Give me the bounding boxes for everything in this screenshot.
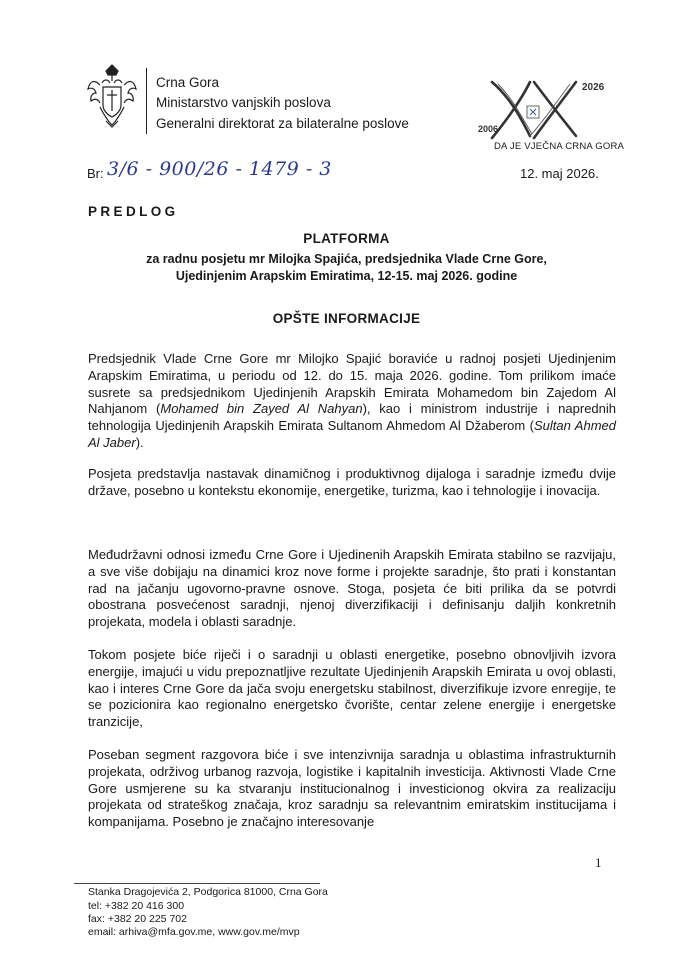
footer-tel: tel: +382 20 416 300 xyxy=(88,900,185,912)
logo-year-start: 2006 xyxy=(478,124,499,134)
document-date: 12. maj 2026. xyxy=(520,166,599,181)
document-title: PLATFORMA xyxy=(303,231,390,246)
reference-number-handwritten: 3/6 - 900/26 - 1479 - 3 xyxy=(107,158,332,180)
document-subtitle-line-2: Ujedinjenim Arapskim Emiratima, 12-15. maj 2026. godine xyxy=(175,269,518,283)
section-heading: OPŠTE INFORMACIJE xyxy=(272,311,421,326)
anniversary-logo-icon xyxy=(478,76,608,148)
page-number: 1 xyxy=(595,855,602,870)
org-directorate: Generalni direktorat za bilateralne poslove xyxy=(156,116,409,131)
footer-fax: fax: +382 20 225 702 xyxy=(88,913,187,925)
header-divider xyxy=(146,68,147,134)
reference-label: Br: xyxy=(87,166,104,181)
org-ministry: Ministarstvo vanjskih poslova xyxy=(156,95,331,110)
paragraph-1-italic-a: Mohamed bin Zayed Al Nahyan xyxy=(160,401,363,417)
paragraph-1 xyxy=(88,351,616,452)
footer-address: Stanka Dragojevića 2, Podgorica 81000, Crna Gora xyxy=(88,886,328,898)
paragraph-1-text-a: Predsjednik Vlade Crne Gore mr Milojko Spajić boraviće u radnoj posjeti Ujedinjenim Arapskim Emiratima, u periodu od 12. do 15. maja 2026. godine. Tom prilikom imaće susrete sa predsjednikom Ujedinjenih Arapskih Emirata Mohamedom bin Zajedom Al Nahjanom ( xyxy=(88,351,616,417)
document-type: PREDLOG xyxy=(88,204,179,219)
paragraph-1-italic-b: Sultan Ahmed Al Jaber xyxy=(88,418,616,450)
org-country: Crna Gora xyxy=(156,75,220,90)
paragraph-1-text-c: ). xyxy=(135,434,144,450)
paragraph-4: Tokom posjete biće riječi i o saradnji u oblasti energetike, posebno obnovljivih izvora energije, imajući u vidu prepoznatljive rezultate Ujedinjenih Arapskih Emirata u ovoj oblasti, kao i interes Crne Gore da jača svoju energetsku stabilnost, diverzifikuje izvore enregije, te se pozicionira kao regionalno energetsko čvorište, centar zelene energije i energetske tranzicije, xyxy=(88,647,616,730)
paragraph-5: Poseban segment razgovora biće i sve intenzivnija saradnja u oblastima infrastrukturnih projekata, održivog urbanog razvoja, logistike i kapitalnih investicija. Aktivnosti Vlade Crne Gore usmjerene su ka stvaranju institucionalnog i investicionog okvira za realizaciju projekata od strateškog značaja, kroz saradnju sa relevantnim emiratskim institucijama i kompanijama. Posebno je značajno interesovanje xyxy=(88,747,616,830)
paragraph-1-text-b: ), kao i ministrom industrije i naprednih tehnologija Ujedinjenih Arapskih Emirata Sultanom Ahmedom Al Džaberom ( xyxy=(88,401,617,434)
paragraph-2: Posjeta predstavlja nastavak dinamičnog i produktivnog dijaloga i saradnje između dvije države, posebno u kontekstu ekonomije, energetike, turizma, kao i tehnologije i inovacija. xyxy=(88,466,616,498)
document-subtitle-line-1: za radnu posjetu mr Milojka Spajića, predsjednika Vlade Crne Gore, xyxy=(146,252,547,266)
footer-divider xyxy=(74,883,320,884)
coat-of-arms-icon xyxy=(86,63,138,129)
logo-tagline: DA JE VJEČNA CRNA GORA xyxy=(494,141,625,152)
paragraph-3: Međudržavni odnosi između Crne Gore i Ujedinenih Arapskih Emirata stabilno se razvijaju, a sve više dobijaju na dinamici kroz nove forme i projekte saradnje, što prati i konstantan rad na jačanju ugovorno-pravne osnove. Stoga, posjeta će biti prilika da se potvrdi obostrana posvećenost saradnji, njenoj diverzifikaciji i definisanju daljih konkretnih projekata, modela i oblasti saradnje. xyxy=(88,547,616,630)
logo-year-end: 2026 xyxy=(582,82,605,93)
footer-email: email: arhiva@mfa.gov.me, www.gov.me/mvp xyxy=(88,926,300,938)
